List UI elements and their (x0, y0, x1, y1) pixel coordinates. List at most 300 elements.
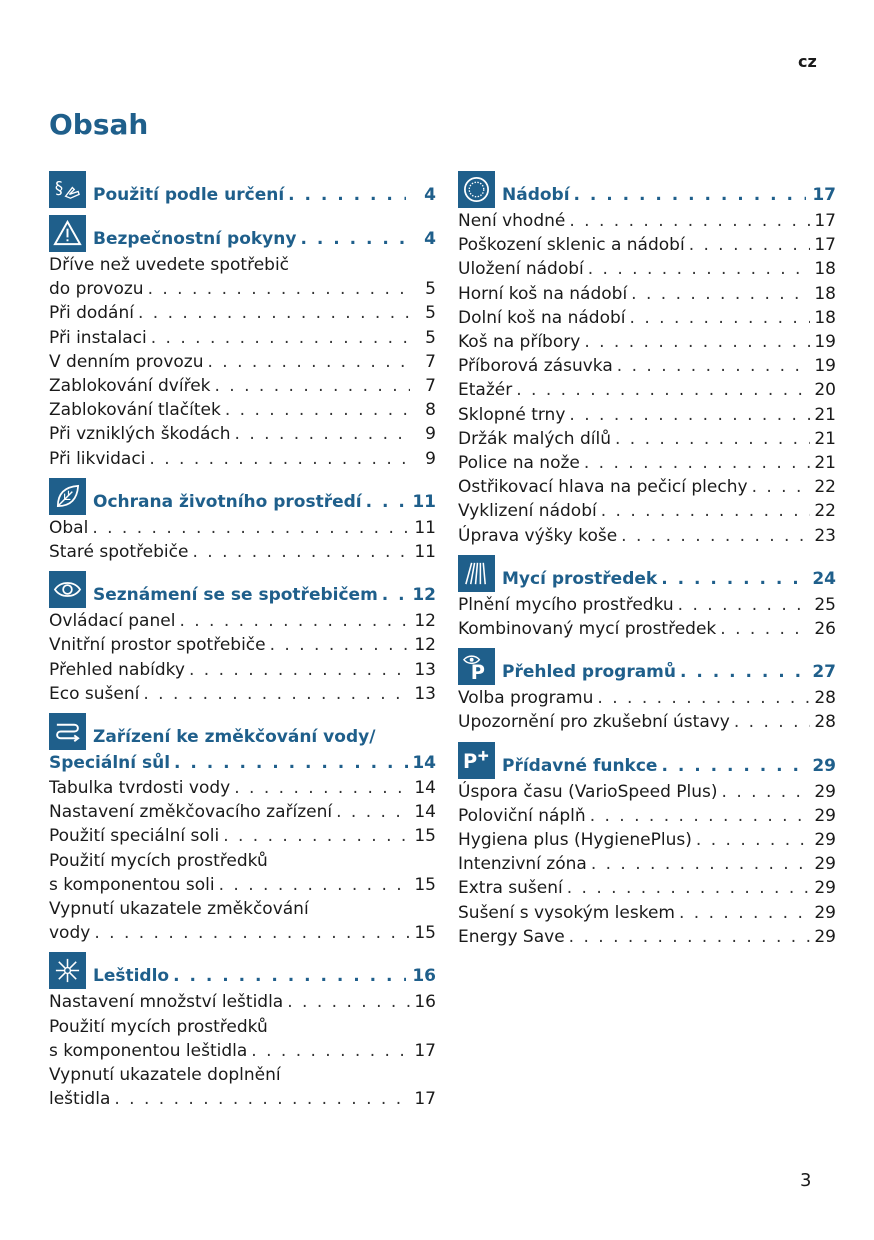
section-page-number: 12 (412, 585, 436, 606)
dot-leader (189, 658, 410, 682)
dot-leader (288, 185, 406, 205)
toc-section-heading[interactable] (49, 951, 436, 989)
toc-entry-label: Tabulka tvrdosti vody (49, 778, 231, 799)
toc-entry-page-number: 29 (814, 878, 836, 899)
toc-entry[interactable] (49, 447, 436, 471)
section-title: Bezpečnostní pokyny (93, 229, 297, 249)
toc-entry-label: Sklopné trny (458, 404, 566, 425)
toc-section-heading[interactable] (458, 647, 836, 685)
section-page-number: 4 (424, 229, 436, 249)
toc-entry-row (458, 710, 836, 734)
toc-entry-page-number: 26 (814, 619, 836, 640)
dot-leader (569, 925, 810, 949)
toc-section (458, 741, 836, 949)
toc-entry-page-number: 17 (814, 211, 836, 231)
toc-entry-first-line: Použití mycích prostředků (49, 850, 268, 871)
section-title: Použití podle určení (93, 185, 285, 205)
toc-entry-label: s komponentou soli (49, 874, 215, 895)
toc-entry-label: Zablokování dvířek (49, 376, 211, 397)
dot-leader (174, 751, 408, 776)
toc-entry-page-number: 9 (425, 424, 436, 445)
toc-section-heading[interactable] (49, 477, 436, 515)
toc-entry-page-number: 9 (425, 448, 436, 469)
toc-entry-page-number: 7 (425, 351, 436, 372)
dot-leader (270, 633, 410, 657)
section-title-row (93, 185, 436, 208)
toc-entry-page-number: 22 (814, 501, 836, 522)
toc-entry[interactable] (49, 682, 436, 706)
dot-leader (621, 524, 810, 548)
dot-leader (92, 516, 410, 540)
dot-leader (680, 662, 806, 682)
toc-entry-page-number: 7 (425, 376, 436, 397)
toc-entry[interactable] (49, 633, 436, 657)
toc-entry-first-line: Dříve než uvedete spotřebič (49, 255, 290, 275)
toc-entry-row (49, 776, 436, 800)
section-title: Seznámení se se spotřebičem (93, 585, 378, 606)
svg-text:§: § (54, 178, 64, 198)
toc-section-heading[interactable] (49, 170, 436, 208)
toc-entry-page-number: 28 (814, 688, 836, 709)
toc-entry-label: Použití speciální soli (49, 826, 220, 847)
toc-entry-row (49, 921, 436, 945)
toc-entry[interactable] (49, 326, 436, 350)
toc-entry[interactable] (458, 354, 836, 378)
dot-leader (591, 852, 810, 876)
toc-entry-page-number: 11 (414, 542, 436, 563)
dot-leader (173, 966, 406, 986)
dot-leader (584, 330, 810, 354)
toc-entry-row (49, 374, 436, 398)
toc-entry-label: Etažér (458, 380, 513, 401)
toc-entry-row (458, 804, 836, 828)
toc-section-heading[interactable] (49, 214, 436, 252)
toc-entry-page-number: 19 (814, 356, 836, 377)
svg-text:P: P (462, 749, 478, 773)
toc-entry-page-number: 17 (414, 1089, 436, 1110)
dot-leader (143, 682, 410, 706)
p-plus-icon (458, 742, 495, 779)
toc-entry[interactable] (49, 374, 436, 398)
toc-entry-label: Vnitřní prostor spotřebiče (49, 635, 266, 656)
toc-entry-row (49, 1039, 436, 1063)
toc-entry-label: Kombinovaný mycí prostředek (458, 619, 717, 640)
toc-entry-page-number: 5 (425, 303, 436, 324)
dot-leader (601, 499, 810, 523)
toc-entry[interactable] (458, 257, 836, 281)
dot-leader (678, 593, 810, 617)
toc-entry-label: Úprava výšky koše (458, 525, 618, 546)
toc-entry-row (458, 427, 836, 451)
toc-entry-row (458, 354, 836, 378)
toc-entry-page-number: 29 (814, 854, 836, 875)
dot-leader (336, 800, 410, 824)
toc-entry[interactable] (458, 852, 836, 876)
toc-entry[interactable] (458, 828, 836, 852)
toc-entry-page-number: 21 (814, 428, 836, 449)
toc-entry-row (49, 682, 436, 706)
dot-leader (590, 804, 810, 828)
toc-entry-row (458, 475, 836, 499)
toc-entry-row (49, 824, 436, 848)
dot-leader (630, 306, 810, 330)
toc-entry-page-number: 28 (814, 712, 836, 733)
toc-entry-label: s komponentou leštidla (49, 1040, 248, 1061)
language-code: cz (798, 52, 817, 71)
toc-entry-row (49, 422, 436, 446)
toc-entry[interactable] (49, 824, 436, 848)
toc-entry-label: Staré spotřebiče (49, 542, 189, 563)
toc-entry-row (49, 609, 436, 633)
section-title-row (502, 662, 836, 685)
toc-entry-label: leštidla (49, 1089, 111, 1110)
dot-leader (617, 354, 810, 378)
section-title-row (93, 229, 436, 252)
toc-entry[interactable] (458, 233, 836, 257)
dot-leader (752, 475, 810, 499)
dot-leader (631, 282, 810, 306)
toc-entry-label: Dolní koš na nádobí (458, 307, 626, 328)
dot-leader (251, 1039, 410, 1063)
toc-entry-label: Úspora času (VarioSpeed Plus) (458, 781, 718, 802)
dot-leader (569, 403, 810, 427)
toc-section (458, 170, 836, 548)
toc-entry[interactable] (49, 849, 436, 897)
toc-entry-page-number: 29 (814, 830, 836, 851)
toc-entry-row (458, 451, 836, 475)
dot-leader (138, 301, 410, 325)
dot-leader (679, 901, 810, 925)
toc-entry-row (49, 633, 436, 657)
toc-entry[interactable] (49, 253, 436, 301)
section-page-number: 24 (812, 568, 836, 589)
toc-entry-page-number: 5 (425, 279, 436, 300)
toc-entry-row (458, 499, 836, 523)
toc-entry-row (458, 524, 836, 548)
toc-entry-page-number: 22 (814, 477, 836, 498)
leaf-icon (49, 478, 86, 515)
section-title-line2: Speciální sůl (49, 753, 171, 774)
toc-section-heading[interactable] (458, 741, 836, 779)
toc-column-right (458, 170, 836, 955)
toc-entry-page-number: 5 (425, 327, 436, 348)
toc-entry-row (458, 378, 836, 402)
dot-leader (661, 756, 806, 776)
toc-entry[interactable] (458, 499, 836, 523)
toc-entry-row (458, 828, 836, 852)
toc-entry-label: Zablokování tlačítek (49, 400, 221, 421)
toc-entry[interactable] (49, 1063, 436, 1111)
toc-section-heading[interactable] (458, 170, 836, 208)
toc-entry[interactable] (49, 776, 436, 800)
toc-entry-label: Sušení s vysokým leskem (458, 902, 675, 923)
section-title-continued[interactable] (49, 751, 436, 776)
toc-section (458, 647, 836, 734)
section-title: Leštidlo (93, 966, 170, 987)
toc-entry-label: Přehled nabídky (49, 659, 185, 680)
toc-entry-row (49, 800, 436, 824)
toc-entry-label: Při instalaci (49, 327, 147, 348)
toc-entry-row (49, 277, 436, 301)
toc-entry-label: Ostřikovací hlava na pečicí plechy (458, 477, 748, 498)
toc-entry-page-number: 29 (814, 805, 836, 826)
toc-entry-label: Horní koš na nádobí (458, 283, 628, 304)
toc-entry[interactable] (458, 330, 836, 354)
toc-section (49, 214, 436, 471)
svg-text:P: P (470, 661, 485, 682)
dot-leader (149, 447, 410, 471)
eye-icon (49, 571, 86, 608)
toc-entry-page-number: 15 (414, 826, 436, 847)
section-page-number: 16 (412, 966, 436, 987)
toc-entry-page-number: 15 (414, 923, 436, 944)
dot-leader (223, 824, 410, 848)
dot-leader (597, 686, 810, 710)
dot-leader (516, 378, 810, 402)
toc-entry-page-number: 25 (814, 594, 836, 615)
toc-entry-row (49, 398, 436, 422)
toc-entry-label: Držák malých dílů (458, 428, 611, 449)
toc-entry-row (458, 780, 836, 804)
dot-leader (287, 990, 410, 1014)
dot-leader (574, 185, 806, 205)
toc-entry[interactable] (458, 403, 836, 427)
page-title: Obsah (49, 108, 149, 141)
toc-entry-row (458, 282, 836, 306)
toc-entry[interactable] (49, 800, 436, 824)
toc-entry-page-number: 18 (814, 283, 836, 304)
section-title-row (93, 727, 436, 750)
paragraph-hand-icon (49, 171, 86, 208)
toc-entry-row (458, 306, 836, 330)
toc-entry-label: Ovládací panel (49, 611, 176, 632)
toc-entry[interactable] (49, 658, 436, 682)
toc-entry-page-number: 8 (425, 400, 436, 421)
toc-entry[interactable] (49, 990, 436, 1014)
toc-entry-page-number: 19 (814, 332, 836, 353)
toc-entry-row (458, 925, 836, 949)
toc-entry-row (458, 233, 836, 257)
toc-entry[interactable] (49, 350, 436, 374)
toc-section (49, 712, 436, 945)
toc-entry-page-number: 21 (814, 453, 836, 474)
toc-entry-label: V denním provozu (49, 351, 204, 372)
toc-entry-page-number: 29 (814, 902, 836, 923)
toc-entry-row (458, 686, 836, 710)
section-page-number: 27 (812, 662, 836, 683)
dot-leader (94, 921, 410, 945)
dot-leader (148, 277, 410, 301)
toc-entry[interactable] (458, 306, 836, 330)
toc-entry[interactable] (49, 301, 436, 325)
toc-entry-row (458, 876, 836, 900)
toc-entry-row (49, 326, 436, 350)
toc-entry-page-number: 18 (814, 307, 836, 328)
toc-entry-label: Police na nože (458, 453, 580, 474)
toc-entry-row (49, 301, 436, 325)
section-title-row (93, 585, 436, 608)
section-title: Mycí prostředek (502, 568, 658, 589)
sparkle-icon (49, 952, 86, 989)
toc-entry[interactable] (458, 378, 836, 402)
toc-entry[interactable] (458, 524, 836, 548)
toc-entry-row (49, 1087, 436, 1111)
dot-leader (584, 451, 810, 475)
toc-entry-label: Poloviční náplň (458, 805, 586, 826)
toc-entry-row (458, 257, 836, 281)
section-title-row (502, 185, 836, 208)
section-title: Přídavné funkce (502, 755, 658, 776)
toc-entry-label: Nastavení změkčovacího zařízení (49, 802, 333, 823)
dot-leader (208, 350, 411, 374)
toc-entry-label: Příborová zásuvka (458, 356, 613, 377)
dot-leader (661, 569, 806, 589)
toc-entry[interactable] (458, 209, 836, 233)
toc-entry-first-line: Vypnutí ukazatele doplnění (49, 1065, 281, 1086)
toc-entry-row (49, 516, 436, 540)
page-number: 3 (800, 1170, 812, 1191)
toc-section (49, 170, 436, 208)
toc-entry[interactable] (49, 422, 436, 446)
toc-entry[interactable] (458, 617, 836, 641)
toc-entry[interactable] (49, 897, 436, 945)
section-page-number: 11 (412, 491, 436, 512)
section-page-number: 14 (412, 753, 436, 774)
toc-entry-label: Energy Save (458, 926, 565, 947)
toc-entry[interactable] (49, 609, 436, 633)
dot-leader (569, 209, 810, 233)
section-title-row (502, 756, 836, 779)
toc-entry[interactable] (458, 282, 836, 306)
dot-leader (382, 585, 406, 605)
toc-section (458, 554, 836, 641)
dot-leader (366, 492, 406, 512)
toc-entry-row (49, 990, 436, 1014)
program-overview-icon (458, 648, 495, 685)
toc-entry[interactable] (49, 398, 436, 422)
toc-entry-page-number: 23 (814, 525, 836, 546)
toc-entry[interactable] (458, 876, 836, 900)
toc-entry-page-number: 13 (414, 659, 436, 680)
toc-entry-label: Obal (49, 517, 89, 538)
toc-section (49, 477, 436, 564)
section-title: Zařízení ke změkčování vody/ (93, 727, 376, 748)
toc-entry-row (49, 658, 436, 682)
toc-entry[interactable] (458, 780, 836, 804)
toc-entry-page-number: 17 (414, 1040, 436, 1061)
toc-entry-row (458, 852, 836, 876)
toc-entry-page-number: 16 (414, 992, 436, 1013)
toc-entry-label: Není vhodné (458, 211, 566, 231)
dot-leader (225, 398, 410, 422)
dot-leader (151, 326, 410, 350)
dot-leader (696, 828, 810, 852)
toc-entry[interactable] (458, 686, 836, 710)
plate-icon (458, 171, 495, 208)
dot-leader (235, 422, 410, 446)
toc-entry-label: Hygiena plus (HygienePlus) (458, 830, 692, 851)
toc-section (49, 570, 436, 706)
toc-entry-page-number: 17 (814, 235, 836, 256)
toc-section-heading[interactable] (49, 570, 436, 608)
section-title-row (502, 569, 836, 592)
section-page-number: 29 (812, 755, 836, 776)
section-title-row (93, 966, 436, 989)
toc-entry-label: Intenzivní zóna (458, 854, 587, 875)
toc-entry-label: Extra sušení (458, 878, 563, 899)
toc-entry[interactable] (458, 475, 836, 499)
dot-leader (300, 229, 406, 249)
toc-entry-label: Koš na příbory (458, 332, 581, 353)
toc-entry[interactable] (458, 925, 836, 949)
detergent-icon (458, 555, 495, 592)
toc-entry[interactable] (49, 1015, 436, 1063)
section-page-number: 17 (812, 185, 836, 205)
water-softener-icon (49, 713, 86, 750)
toc-entry-page-number: 12 (414, 611, 436, 632)
toc-entry-page-number: 14 (414, 802, 436, 823)
dot-leader (689, 233, 810, 257)
toc-entry-page-number: 15 (414, 874, 436, 895)
toc-entry-label: Vyklizení nádobí (458, 501, 597, 522)
section-title-row (93, 492, 436, 515)
dot-leader (720, 617, 810, 641)
toc-entry-row (458, 901, 836, 925)
dot-leader (588, 257, 810, 281)
dot-leader (234, 776, 410, 800)
toc-entry[interactable] (458, 901, 836, 925)
toc-entry-row (49, 540, 436, 564)
toc-entry-row (49, 350, 436, 374)
toc-entry[interactable] (458, 427, 836, 451)
toc-entry[interactable] (49, 516, 436, 540)
dot-leader (734, 710, 810, 734)
toc-entry-page-number: 29 (814, 926, 836, 947)
toc-entry-row (458, 617, 836, 641)
toc-entry-label: Volba programu (458, 688, 594, 709)
toc-entry-label: Při likvidaci (49, 448, 146, 469)
toc-entry-label: do provozu (49, 279, 144, 300)
dot-leader (179, 609, 410, 633)
section-title: Ochrana životního prostředí (93, 491, 362, 512)
toc-entry-page-number: 20 (814, 380, 836, 401)
toc-entry[interactable] (458, 804, 836, 828)
toc-section-heading[interactable] (458, 554, 836, 592)
dot-leader (615, 427, 810, 451)
toc-entry-label: Při dodání (49, 303, 134, 324)
toc-entry-first-line: Použití mycích prostředků (49, 1016, 268, 1037)
dot-leader (215, 374, 411, 398)
toc-entry[interactable] (458, 710, 836, 734)
toc-section-heading[interactable] (49, 712, 436, 750)
toc-entry-label: Uložení nádobí (458, 259, 584, 280)
toc-entry-page-number: 29 (814, 781, 836, 802)
toc-entry[interactable] (458, 451, 836, 475)
toc-entry-row (458, 330, 836, 354)
toc-entry[interactable] (458, 593, 836, 617)
toc-entry-row (49, 447, 436, 471)
toc-entry-label: Poškození sklenic a nádobí (458, 235, 685, 256)
toc-entry[interactable] (49, 540, 436, 564)
section-page-number: 4 (424, 185, 436, 205)
toc-entry-row (458, 593, 836, 617)
dot-leader (722, 780, 810, 804)
toc-entry-label: Plnění mycího prostředku (458, 594, 674, 615)
dot-leader (192, 540, 410, 564)
toc-column-left (49, 170, 436, 1117)
toc-entry-page-number: 14 (414, 778, 436, 799)
dot-leader (219, 873, 410, 897)
